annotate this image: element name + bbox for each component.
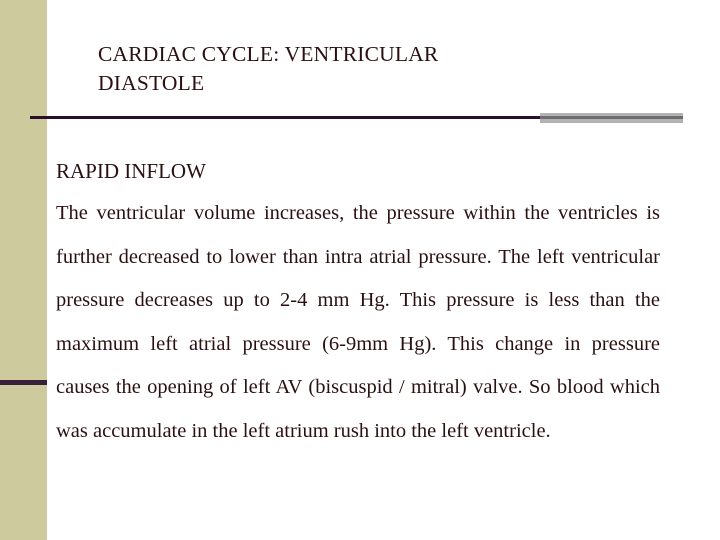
body-paragraph: The ventricular volume increases, the pressure within the ventricles is further decreased to lower than intra atrial pressure. The left ventricular pressure decreases up to 2-4 mm Hg. This pressure is less than the maximum left atrial pressure (6-9mm Hg). This change in pressure causes the opening of left AV (biscuspid / mitral) valve. So blood which was accumulate in the left atrium rush into the left ventricle. [56,202,660,442]
slide-title: CARDIAC CYCLE: VENTRICULAR DIASTOLE [98,42,439,95]
section-heading: RAPID INFLOW [56,159,206,183]
side-stripe [0,0,47,540]
side-accent-bar [0,380,47,385]
title-divider-grey-line [540,116,683,119]
title-divider [30,116,540,119]
